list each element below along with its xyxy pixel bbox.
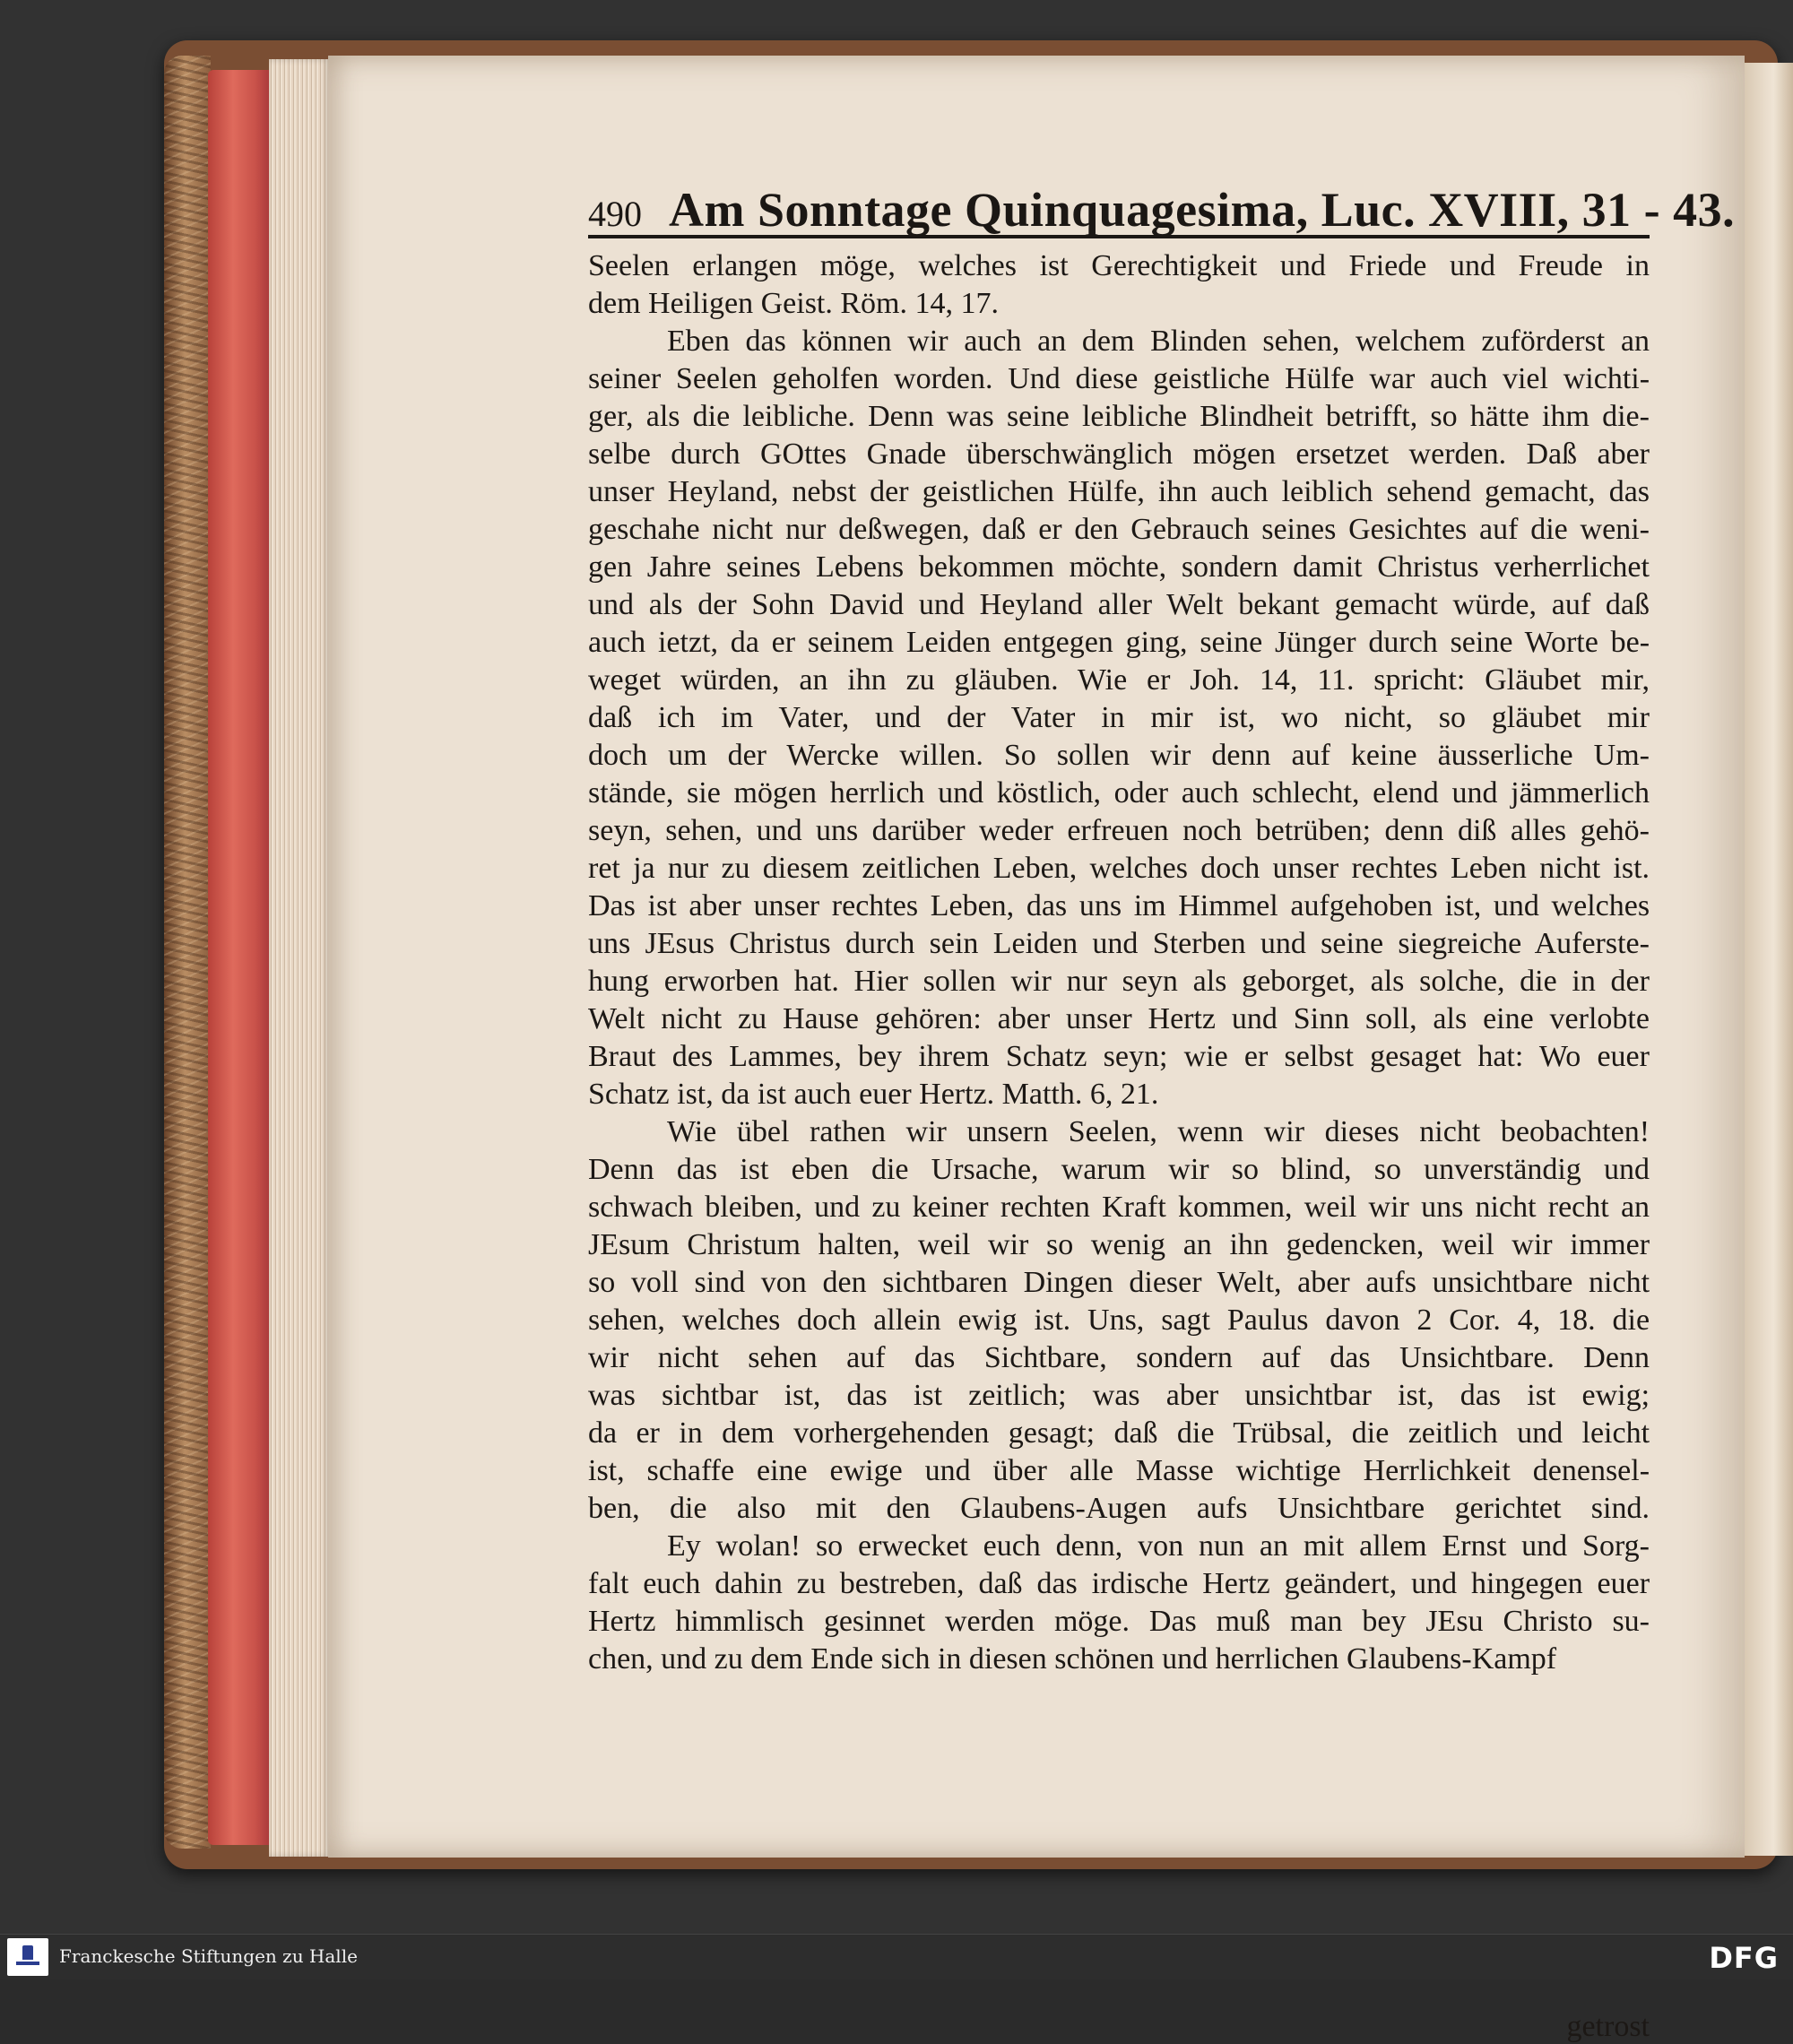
- catchword: getrost: [1566, 2010, 1650, 2043]
- text-line: Seelen erlangen möge, welches ist Gerechtigkeit und Friede und Freude in: [588, 249, 1650, 282]
- foundation-logo-icon[interactable]: [7, 1938, 48, 1976]
- text-line: Eben das können wir auch an dem Blinden sehen, welchem zuförderst an: [667, 325, 1650, 358]
- text-line: ret ja nur zu diesem zeitlichen Leben, welches doch unser rechtes Leben nicht ist.: [588, 852, 1650, 885]
- text-line: Denn das ist eben die Ursache, warum wir so blind, so unverständig und: [588, 1153, 1650, 1186]
- text-line: JEsum Christum halten, weil wir so wenig an ihn gedencken, weil wir immer: [588, 1228, 1650, 1261]
- text-line: geschahe nicht nur deßwegen, daß er den Gebrauch seines Gesichtes auf die weni-: [588, 513, 1650, 546]
- text-line: schwach bleiben, und zu keiner rechten Kraft kommen, weil wir uns nicht recht an: [588, 1191, 1650, 1224]
- text-line: ist, schaffe eine ewige und über alle Masse wichtige Herrlichkeit denensel-: [588, 1454, 1650, 1487]
- text-line: stände, sie mögen herrlich und köstlich, oder auch schlecht, elend und jämmerlich: [588, 776, 1650, 810]
- header-rule: [588, 235, 1650, 238]
- facing-page-edge: [1745, 63, 1793, 1856]
- text-line: wir nicht sehen auf das Sichtbare, sondern auf das Unsichtbare. Denn: [588, 1341, 1650, 1374]
- text-line: gen Jahre seines Lebens bekommen möchte, sondern damit Christus verherrlichet: [588, 550, 1650, 584]
- text-line: selbe durch GOttes Gnade überschwänglich mögen ersetzet werden. Daß aber: [588, 437, 1650, 471]
- viewer-footer: [0, 1934, 1793, 1979]
- text-line: hung erworben hat. Hier sollen wir nur seyn als geborget, als solche, die in der: [588, 965, 1650, 998]
- text-line: falt euch dahin zu bestreben, daß das irdische Hertz geändert, und hingegen euer: [588, 1567, 1650, 1600]
- text-line: was sichtbar ist, das ist zeitlich; was aber unsichtbar ist, das ist ewig;: [588, 1379, 1650, 1412]
- text-line: Wie übel rathen wir unsern Seelen, wenn wir dieses nicht beobachten!: [667, 1115, 1650, 1148]
- page-stack: [269, 59, 330, 1857]
- text-line: uns JEsus Christus durch sein Leiden und Sterben und seine siegreiche Auferste-: [588, 927, 1650, 960]
- text-line: Braut des Lammes, bey ihrem Schatz seyn; wie er selbst gesaget hat: Wo euer: [588, 1040, 1650, 1073]
- text-line: unser Heyland, nebst der geistlichen Hülfe, ihn auch leiblich sehend gemacht, das: [588, 475, 1650, 508]
- text-line: chen, und zu dem Ende sich in diesen schönen und herrlichen Glaubens-Kampf: [588, 1642, 1557, 1676]
- dfg-logo[interactable]: DFG: [1709, 1941, 1779, 1975]
- text-line: daß ich im Vater, und der Vater in mir ist, wo nicht, so gläubet mir: [588, 701, 1650, 734]
- text-line: und als der Sohn David und Heyland aller Welt bekant gemacht würde, auf daß: [588, 588, 1650, 621]
- text-line: so voll sind von den sichtbaren Dingen dieser Welt, aber aufs unsichtbare nicht: [588, 1266, 1650, 1299]
- text-line: Welt nicht zu Hause gehören: aber unser Hertz und Sinn soll, als eine verlobte: [588, 1002, 1650, 1035]
- text-line: seiner Seelen geholfen worden. Und diese geistliche Hülfe war auch viel wichti-: [588, 362, 1650, 395]
- text-line: Das ist aber unser rechtes Leben, das uns im Himmel aufgehoben ist, und welches: [588, 889, 1650, 922]
- text-line: ger, als die leibliche. Denn was seine leibliche Blindheit betrifft, so hätte ihm die-: [588, 400, 1650, 433]
- text-line: doch um der Wercke willen. So sollen wir denn auf keine äusserliche Um-: [588, 739, 1650, 772]
- text-line: auch ietzt, da er seinem Leiden entgegen ging, seine Jünger durch seine Worte be-: [588, 626, 1650, 659]
- page-text: [588, 247, 1650, 1678]
- text-line: weget würden, an ihn zu gläuben. Wie er Joh. 14, 11. spricht: Gläubet mir,: [588, 663, 1650, 697]
- text-line: ben, die also mit den Glaubens-Augen aufs Unsichtbare gerichtet sind.: [588, 1492, 1650, 1525]
- institution-name[interactable]: Franckesche Stiftungen zu Halle: [59, 1945, 358, 1967]
- running-header: [588, 182, 1736, 237]
- red-page-edge: [208, 70, 271, 1845]
- text-line: seyn, sehen, und uns darüber weder erfreuen noch betrüben; denn diß alles gehö-: [588, 814, 1650, 847]
- text-line: Hertz himmlisch gesinnet werden möge. Das muß man bey JEsu Christo su-: [588, 1605, 1650, 1638]
- marbled-spine: [164, 56, 211, 1849]
- text-line: dem Heiligen Geist. Röm. 14, 17.: [588, 287, 1000, 320]
- text-line: da er in dem vorhergehenden gesagt; daß die Trübsal, die zeitlich und leicht: [588, 1416, 1650, 1450]
- page-number: 490: [588, 194, 642, 234]
- running-title: Am Sonntage Quinquagesima, Luc. XVIII, 31 - 43.: [669, 183, 1736, 237]
- text-line: sehen, welches doch allein ewig ist. Uns, sagt Paulus davon 2 Cor. 4, 18. die: [588, 1303, 1650, 1337]
- text-line: Ey wolan! so erwecket euch denn, von nun an mit allem Ernst und Sorg-: [667, 1529, 1650, 1563]
- text-line: Schatz ist, da ist auch euer Hertz. Matth. 6, 21.: [588, 1078, 1159, 1111]
